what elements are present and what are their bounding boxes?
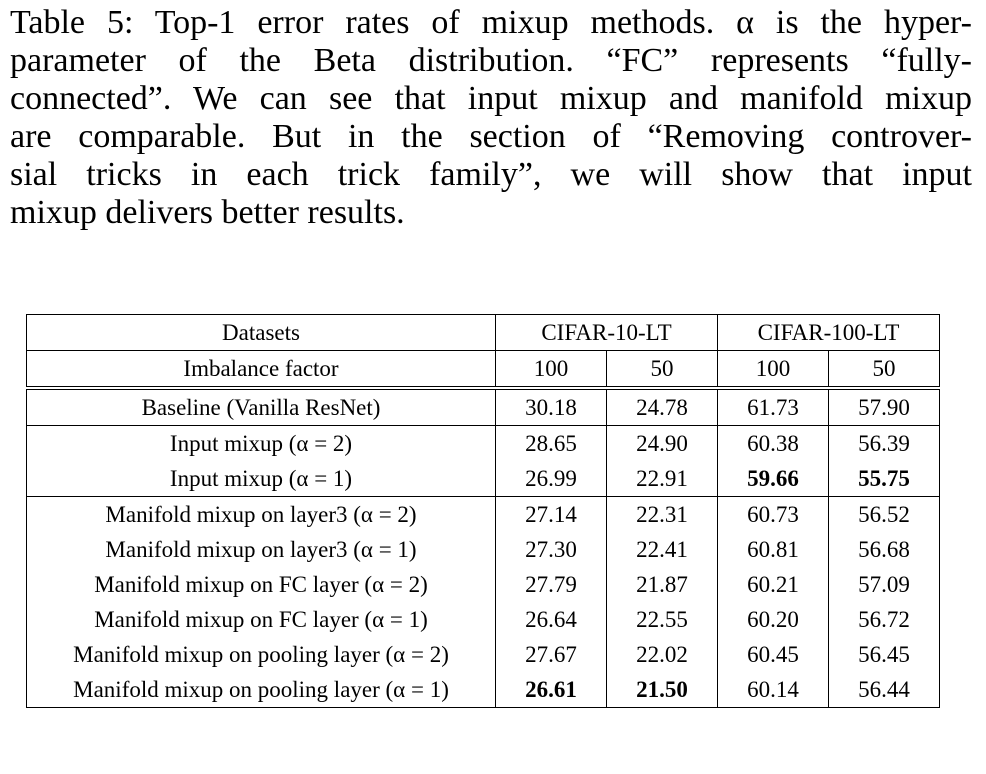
value-cell: 60.21 xyxy=(718,567,829,602)
value-cell: 61.73 xyxy=(718,388,829,426)
table-row xyxy=(27,672,940,708)
value-cell-best: 26.61 xyxy=(496,672,607,708)
value-cell: 22.02 xyxy=(607,637,718,672)
value-cell: 57.09 xyxy=(829,567,940,602)
header-cell: 50 xyxy=(829,351,940,389)
table-row xyxy=(27,426,940,462)
caption-line: mixup delivers better results. xyxy=(10,194,405,231)
method-cell: Input mixup (α = 2) xyxy=(27,426,496,462)
value-cell: 27.30 xyxy=(496,532,607,567)
header-cell: 100 xyxy=(496,351,607,389)
value-cell: 56.72 xyxy=(829,602,940,637)
method-cell: Manifold mixup on layer3 (α = 1) xyxy=(27,532,496,567)
table-row xyxy=(27,532,940,567)
results-table xyxy=(26,314,940,708)
value-cell: 56.44 xyxy=(829,672,940,708)
table-row xyxy=(27,497,940,533)
table-row xyxy=(27,461,940,497)
value-cell: 30.18 xyxy=(496,388,607,426)
table-caption xyxy=(10,4,972,232)
caption-line: sial tricks in each trick family”, we will show that input xyxy=(10,156,972,193)
value-cell: 56.68 xyxy=(829,532,940,567)
value-cell: 26.64 xyxy=(496,602,607,637)
value-cell: 60.73 xyxy=(718,497,829,533)
table-row xyxy=(27,567,940,602)
method-cell: Manifold mixup on FC layer (α = 1) xyxy=(27,602,496,637)
value-cell: 24.90 xyxy=(607,426,718,462)
header-cell: 50 xyxy=(607,351,718,389)
method-cell: Input mixup (α = 1) xyxy=(27,461,496,497)
header-row-imbalance xyxy=(27,351,940,389)
value-cell-best: 21.50 xyxy=(607,672,718,708)
value-cell: 24.78 xyxy=(607,388,718,426)
header-cell: 100 xyxy=(718,351,829,389)
value-cell-best: 55.75 xyxy=(829,461,940,497)
method-cell: Baseline (Vanilla ResNet) xyxy=(27,388,496,426)
caption-line: parameter of the Beta distribution. “FC” represents “fully- xyxy=(10,42,972,79)
value-cell: 22.91 xyxy=(607,461,718,497)
table-row xyxy=(27,602,940,637)
value-cell: 60.14 xyxy=(718,672,829,708)
value-cell: 21.87 xyxy=(607,567,718,602)
value-cell: 60.45 xyxy=(718,637,829,672)
method-cell: Manifold mixup on pooling layer (α = 1) xyxy=(27,672,496,708)
header-cell: Datasets xyxy=(27,315,496,351)
value-cell: 27.67 xyxy=(496,637,607,672)
table-row xyxy=(27,637,940,672)
value-cell: 22.41 xyxy=(607,532,718,567)
value-cell: 60.81 xyxy=(718,532,829,567)
method-cell: Manifold mixup on pooling layer (α = 2) xyxy=(27,637,496,672)
value-cell: 27.79 xyxy=(496,567,607,602)
header-cell: CIFAR-100-LT xyxy=(718,315,940,351)
value-cell: 22.55 xyxy=(607,602,718,637)
value-cell: 22.31 xyxy=(607,497,718,533)
value-cell: 27.14 xyxy=(496,497,607,533)
value-cell: 56.52 xyxy=(829,497,940,533)
header-row-datasets xyxy=(27,315,940,351)
method-cell: Manifold mixup on FC layer (α = 2) xyxy=(27,567,496,602)
caption-line: connected”. We can see that input mixup and manifold mixup xyxy=(10,80,972,117)
value-cell: 60.20 xyxy=(718,602,829,637)
caption-line: Table 5: Top-1 error rates of mixup methods. α is the hyper- xyxy=(10,4,972,41)
value-cell-best: 59.66 xyxy=(718,461,829,497)
table-row xyxy=(27,388,940,426)
value-cell: 56.39 xyxy=(829,426,940,462)
value-cell: 57.90 xyxy=(829,388,940,426)
value-cell: 28.65 xyxy=(496,426,607,462)
value-cell: 56.45 xyxy=(829,637,940,672)
value-cell: 26.99 xyxy=(496,461,607,497)
caption-line: are comparable. But in the section of “Removing controver- xyxy=(10,118,972,155)
value-cell: 60.38 xyxy=(718,426,829,462)
header-cell: CIFAR-10-LT xyxy=(496,315,718,351)
header-cell: Imbalance factor xyxy=(27,351,496,389)
method-cell: Manifold mixup on layer3 (α = 2) xyxy=(27,497,496,533)
